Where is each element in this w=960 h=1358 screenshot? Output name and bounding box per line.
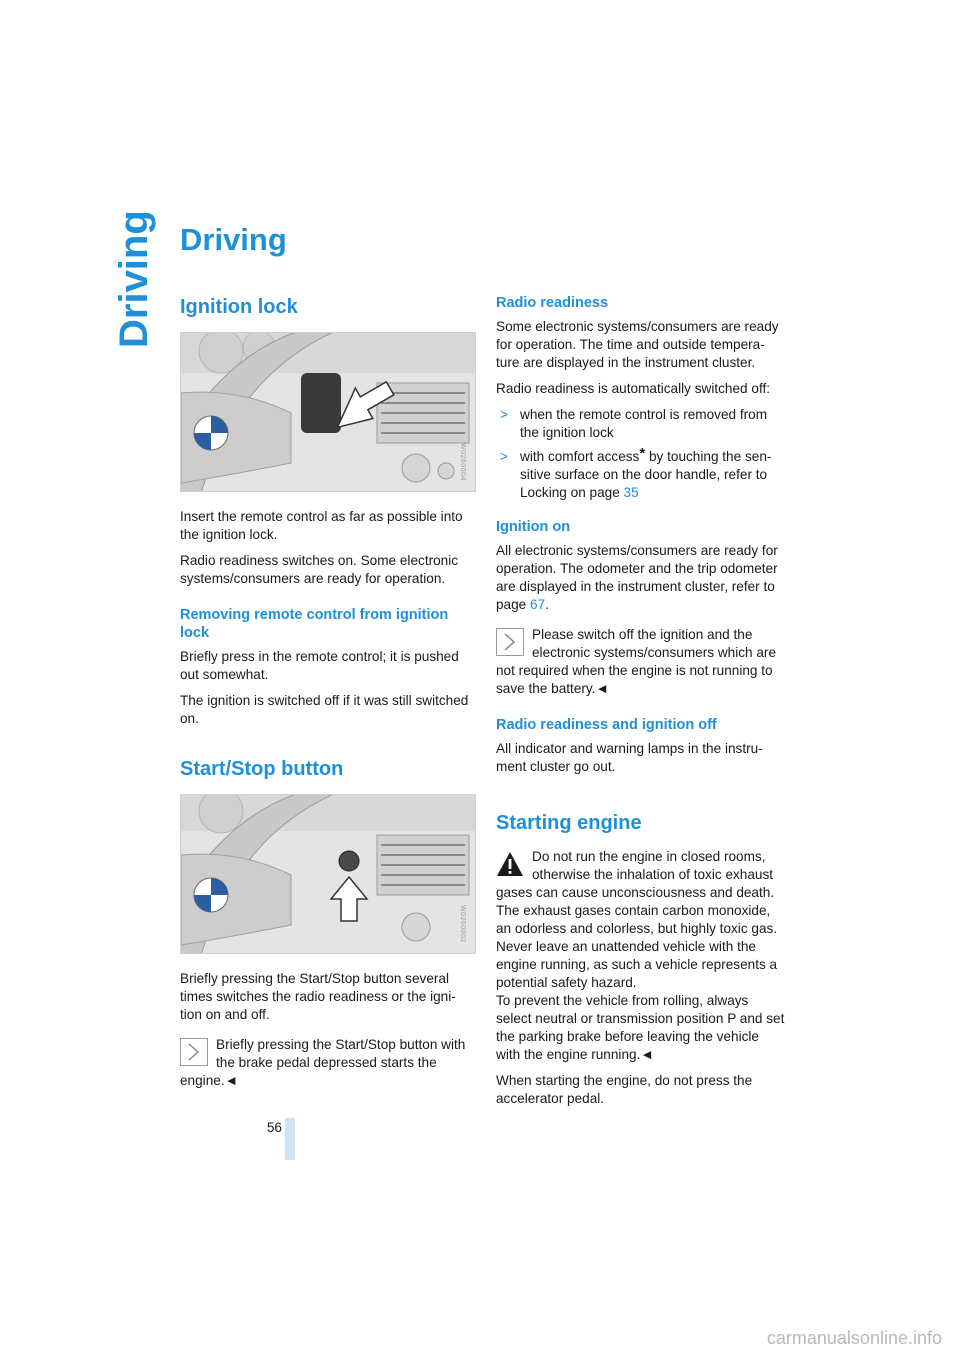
warning-text-first: Do not run the engine in closed rooms, otherwise the inhalation of toxic exhaust: [532, 849, 774, 882]
radio-paragraph-2: Radio readiness is automatically switched off:: [496, 381, 771, 396]
list-item: > when the remote control is removed from the ignition lock: [500, 407, 768, 440]
ignition-paragraph-2: Radio readiness switches on. Some electronic systems/consumers are ready for operation.: [180, 553, 459, 586]
start-stop-note: [180, 1036, 470, 1090]
starting-engine-heading: Starting engine: [496, 812, 642, 834]
ignition-lock-heading: Ignition lock: [180, 296, 298, 318]
note-arrow-icon: [496, 628, 524, 656]
chapter-side-title: Driving: [112, 210, 156, 348]
start-stop-paragraph: Briefly pressing the Start/Stop button several times switches the radio readiness or the igni-tion on and off.: [180, 971, 456, 1022]
note-text-first: Briefly pressing the Start/Stop button with the brake pedal depressed starts the: [216, 1037, 466, 1070]
steering-wheel-illustration: [181, 333, 475, 491]
bullet-mark: >: [500, 449, 508, 464]
end-mark: ◄: [595, 681, 609, 696]
start-stop-heading: Start/Stop button: [180, 758, 344, 780]
ignition-on-note: [496, 626, 786, 698]
removing-paragraph-2: The ignition is switched off if it was still switched on.: [180, 693, 469, 726]
page-link-35[interactable]: 35: [623, 485, 639, 500]
list-item: > with comfort access* by touching the sen-sitive surface on the door handle, refer to Locking on page 35: [500, 445, 772, 500]
removing-remote-heading: Removing remote control from ignition lock: [180, 607, 449, 641]
page-link-67[interactable]: 67: [530, 597, 546, 612]
page-number-bar: [285, 1118, 295, 1160]
start-stop-figure: [180, 794, 476, 954]
bullet-mark: >: [500, 407, 508, 422]
warning-text-rest-2: To prevent the vehicle from rolling, always select neutral or transmission position P and set the parking brake before leaving the vehicle with the engine running.: [496, 993, 785, 1062]
note-text-first: Please switch off the ignition and the electronic systems/consumers which are: [532, 627, 777, 660]
radio-readiness-heading: Radio readiness: [496, 295, 609, 311]
end-mark: ◄: [224, 1073, 239, 1088]
ignition-paragraph-1: Insert the remote control as far as possible into the ignition lock.: [180, 509, 463, 542]
radio-off-paragraph: All indicator and warning lamps in the instru-ment cluster go out.: [496, 741, 763, 774]
note-text-rest: engine.: [180, 1073, 225, 1088]
radio-bullet-list: [496, 406, 786, 502]
start-stop-illustration: [181, 795, 475, 953]
note-text-rest: not required when the engine is not running to save the battery.: [496, 663, 773, 696]
left-column: [180, 294, 470, 1098]
starting-last-paragraph: When starting the engine, do not press the accelerator pedal.: [496, 1073, 753, 1106]
ignition-on-paragraph: All electronic systems/consumers are ready for operation. The odometer and the trip odometer are displayed in the instrument cluster, refer to page 67.: [496, 543, 778, 612]
watermark-text: carmanualsonline.info: [766, 1328, 942, 1348]
radio-paragraph-1: Some electronic systems/consumers are ready for operation. The time and outside tempera-ture are displayed in the instrument cluster.: [496, 319, 779, 370]
figure-code: W0260002: [459, 905, 466, 943]
right-column: [496, 294, 786, 1116]
removing-paragraph-1: Briefly press in the remote control; it is pushed out somewhat.: [180, 649, 459, 682]
starting-warning: [496, 848, 786, 1064]
note-arrow-icon: [180, 1038, 208, 1066]
warning-text-rest: gases can cause unconsciousness and death. The exhaust gases contain carbon monoxide, an odorless and colorless, but highly toxic gas. Never leave an unattended vehicle with the engine running, as such a vehicle represents a potential safety hazard.: [496, 885, 778, 990]
ignition-lock-figure: [180, 332, 476, 492]
warning-triangle-icon: [496, 850, 524, 878]
page-title: Driving: [180, 222, 287, 257]
figure-code: W0260004: [459, 443, 466, 481]
option-star-mark: *: [639, 445, 646, 462]
ignition-on-heading: Ignition on: [496, 519, 571, 535]
page-number: 56: [266, 1120, 282, 1135]
end-mark: ◄: [640, 1047, 654, 1062]
radio-off-heading: Radio readiness and ignition off: [496, 717, 717, 733]
